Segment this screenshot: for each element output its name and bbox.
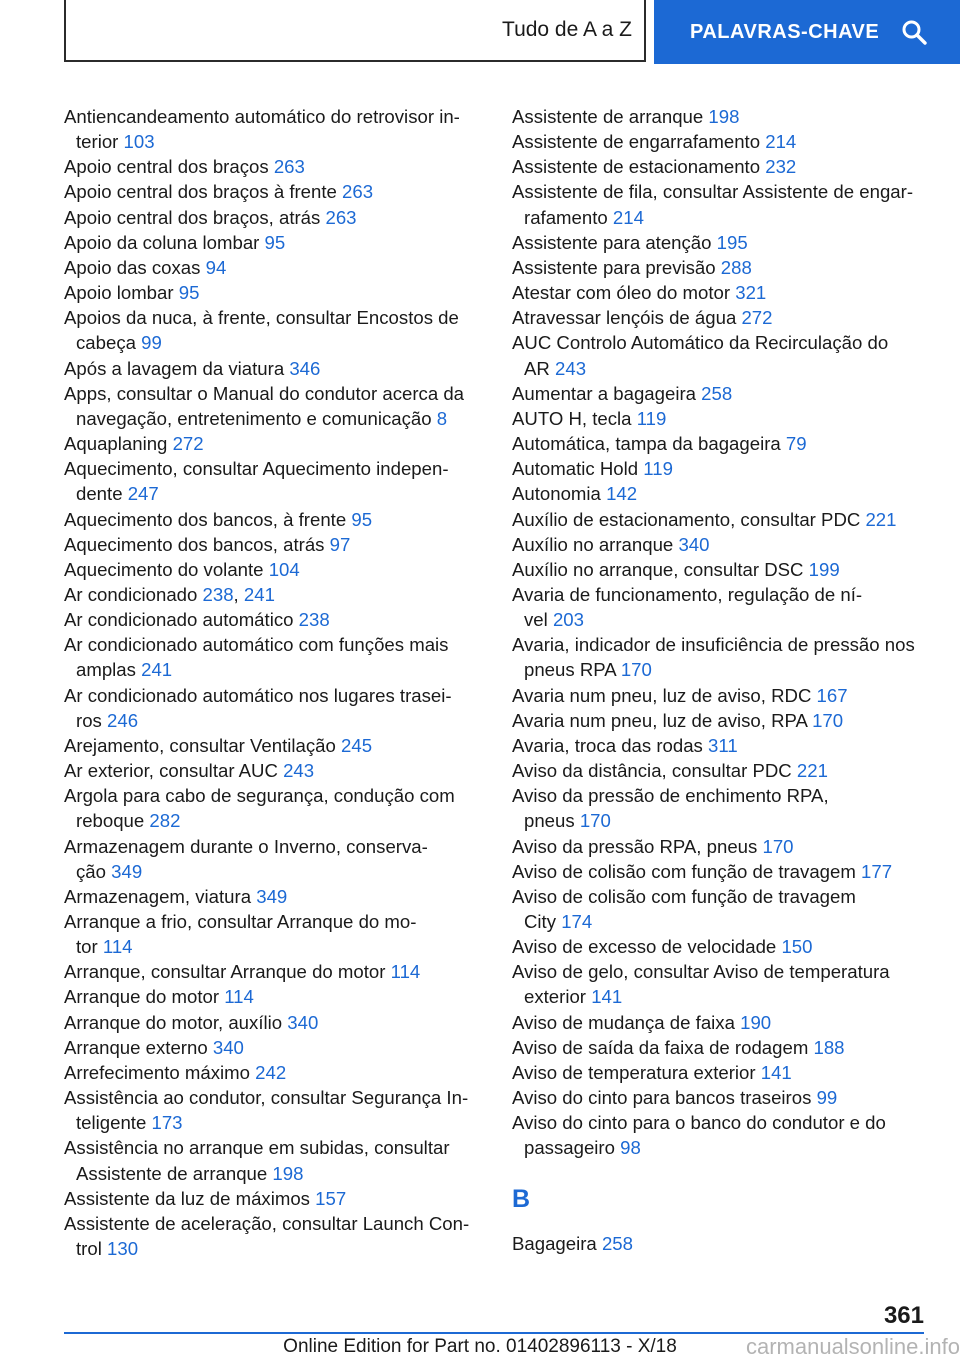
entry-text: Aviso de excesso de velocidade	[512, 936, 777, 958]
entry-text: amplas	[76, 659, 136, 681]
entry-text: reboque	[76, 810, 145, 832]
page-link[interactable]: 119	[636, 407, 667, 429]
page-link[interactable]: 142	[606, 483, 638, 505]
page-link[interactable]: 272	[172, 433, 204, 455]
entry-text: terior	[76, 131, 119, 153]
page-link[interactable]: 130	[107, 1238, 139, 1260]
page-link[interactable]: 214	[765, 131, 797, 153]
page-link[interactable]: 263	[325, 206, 357, 228]
index-entry	[64, 607, 494, 632]
page-link[interactable]: 349	[256, 885, 288, 907]
entry-text: Assistente para previsão	[512, 256, 716, 278]
index-entry	[512, 859, 942, 884]
page-link[interactable]: 346	[289, 357, 321, 379]
entry-text: Armazenagem, viatura	[64, 885, 252, 907]
page-link[interactable]: 288	[720, 256, 752, 278]
page-link[interactable]: 170	[812, 709, 844, 731]
page-link[interactable]: 258	[701, 382, 733, 404]
entry-text: exterior	[524, 986, 587, 1008]
page-link[interactable]: 263	[342, 181, 374, 203]
entry-text: Assistente de estacionamento	[512, 156, 761, 178]
entry-text: Argola para cabo de segurança, condução com	[64, 785, 455, 807]
entry-text: Apoio da coluna lombar	[64, 231, 260, 253]
page-link[interactable]: 99	[141, 332, 162, 354]
entry-text: rafamento	[524, 206, 608, 228]
entry-text: Avaria num pneu, luz de aviso, RPA	[512, 709, 807, 731]
entry-text: Aquecimento, consultar Aquecimento indepen-	[64, 458, 449, 480]
page-link[interactable]: 170	[579, 810, 611, 832]
page-link[interactable]: 8	[436, 407, 448, 429]
index-entry	[512, 104, 942, 129]
index-entry	[512, 481, 942, 506]
entry-text: Avaria, troca das rodas	[512, 734, 703, 756]
index-entry	[512, 1231, 942, 1256]
entry-text: Aviso do cinto para o banco do condutor e do	[512, 1112, 886, 1134]
index-entry	[512, 632, 942, 682]
entry-text: Aquecimento dos bancos, à frente	[64, 508, 347, 530]
index-entry	[64, 507, 494, 532]
index-entry	[512, 783, 942, 833]
entry-text: ros	[76, 709, 102, 731]
index-entry	[512, 683, 942, 708]
index-entry	[512, 456, 942, 481]
index-entry	[512, 758, 942, 783]
entry-text: Aviso de temperatura exterior	[512, 1061, 756, 1083]
page-link[interactable]: 263	[273, 156, 305, 178]
page-link[interactable]: 97	[329, 533, 351, 555]
index-entry	[64, 959, 494, 984]
entry-text: Ar condicionado automático	[64, 609, 294, 631]
index-entry	[64, 356, 494, 381]
entry-text: Aviso de colisão com função de travagem	[512, 860, 856, 882]
entry-text: navegação, entretenimento e comunicação	[76, 407, 432, 429]
tab-keywords-label: PALAVRAS-CHAVE	[690, 20, 880, 43]
entry-text: Ar exterior, consultar AUC	[64, 760, 278, 782]
entry-text: Arejamento, consultar Ventilação	[64, 734, 336, 756]
entry-text: Auxílio no arranque	[512, 533, 674, 555]
index-entry	[512, 507, 942, 532]
page-link[interactable]: 238	[202, 583, 234, 605]
section-letter-b: B	[512, 1184, 531, 1213]
entry-text: Arranque do motor	[64, 986, 220, 1008]
index-column-right	[512, 104, 942, 1256]
entry-text: City	[524, 911, 557, 932]
page-link[interactable]: 98	[620, 1137, 641, 1159]
entry-text: Ar condicionado automático nos lugares trasei-	[64, 684, 452, 706]
index-entry	[64, 456, 494, 506]
page-link[interactable]: 173	[151, 1112, 183, 1134]
index-entry	[512, 884, 942, 934]
index-entry	[64, 154, 494, 179]
tab-a-to-z[interactable]	[64, 0, 646, 62]
index-entries-right	[512, 104, 942, 1161]
index-entry	[512, 129, 942, 154]
page-link[interactable]: 114	[102, 936, 133, 958]
entry-text: Aviso da distância, consultar PDC	[512, 760, 792, 782]
page-link[interactable]: 258	[601, 1232, 633, 1254]
entry-text: cabeça	[76, 332, 136, 354]
index-entry	[512, 431, 942, 456]
index-entry	[512, 305, 942, 330]
page-link[interactable]: 340	[212, 1036, 244, 1058]
page-link[interactable]: 221	[865, 508, 897, 530]
page-link[interactable]: 246	[107, 709, 139, 731]
page-link[interactable]: 141	[591, 986, 623, 1008]
entry-text: Apoio lombar	[64, 282, 174, 304]
index-entry	[64, 1211, 494, 1261]
watermark: carmanualsonline.info	[745, 1334, 960, 1359]
index-entry	[64, 179, 494, 204]
entry-text: AR	[524, 357, 550, 379]
index-entry	[512, 532, 942, 557]
entry-text: Auxílio de estacionamento, consultar PDC	[512, 508, 861, 530]
page-link[interactable]: 241	[141, 659, 173, 681]
index-entry	[512, 834, 942, 859]
entry-text: Aviso de mudança de faixa	[512, 1011, 735, 1033]
index-entry	[64, 104, 494, 154]
entry-text: trol	[76, 1238, 102, 1260]
entry-text: Assistência ao condutor, consultar Segurança In-	[64, 1087, 469, 1109]
entry-text: dente	[76, 483, 123, 505]
entry-text: tor	[76, 936, 98, 958]
entry-text: Aviso da pressão RPA, pneus	[512, 835, 758, 857]
index-entry	[512, 557, 942, 582]
index-entries-b	[512, 1231, 942, 1256]
tab-keywords[interactable]	[654, 0, 960, 64]
entry-text: Aviso de gelo, consultar Aviso de temperatura	[512, 961, 890, 983]
search-icon	[901, 19, 927, 45]
index-entry	[64, 557, 494, 582]
page-link[interactable]: 188	[813, 1036, 845, 1058]
page-link[interactable]: 199	[808, 558, 840, 580]
index-entry	[64, 758, 494, 783]
entry-text: AUTO H, tecla	[512, 407, 632, 429]
index-entry	[64, 230, 494, 255]
page-link[interactable]: 95	[178, 282, 200, 304]
page-link[interactable]: 203	[552, 609, 584, 631]
index-entry	[512, 179, 942, 229]
page-link[interactable]: 170	[762, 835, 794, 857]
index-entry	[512, 381, 942, 406]
entry-text: Aviso de saída da faixa de rodagem	[512, 1036, 809, 1058]
index-entry	[64, 532, 494, 557]
entry-text: Assistente de arranque	[512, 106, 704, 127]
entry-text: Assistência no arranque em subidas, consultar	[64, 1137, 450, 1159]
page-link[interactable]: 195	[716, 231, 748, 253]
entry-text: teligente	[76, 1112, 147, 1134]
page-link[interactable]: 119	[643, 458, 673, 480]
page-link[interactable]: 242	[255, 1061, 287, 1083]
entry-text: Arranque a frio, consultar Arranque do mo-	[64, 911, 417, 932]
index-entry	[512, 1060, 942, 1085]
entry-text: Ar condicionado automático com funções mais	[64, 634, 449, 656]
page-link[interactable]: 79	[785, 433, 807, 455]
index-entry	[64, 305, 494, 355]
entry-text: Apoios da nuca, à frente, consultar Encostos de	[64, 307, 459, 329]
entry-text: Antiencandeamento automático do retrovisor in-	[64, 106, 460, 127]
page-link[interactable]: 198	[708, 106, 740, 127]
index-entry	[64, 431, 494, 456]
index-entry	[64, 984, 494, 1009]
index-column-left	[64, 104, 494, 1261]
entry-text: ção	[76, 860, 106, 882]
page-link[interactable]: 114	[390, 961, 421, 983]
entry-text: passageiro	[524, 1137, 615, 1159]
entry-text: Automatic Hold	[512, 458, 639, 480]
entry-text: Armazenagem durante o Inverno, conserva-	[64, 835, 428, 857]
page-link[interactable]: 177	[861, 860, 893, 882]
index-entry	[512, 154, 942, 179]
page-link[interactable]: 167	[816, 684, 848, 706]
entry-text: pneus RPA	[524, 659, 616, 681]
entry-text: Arranque do motor, auxílio	[64, 1011, 283, 1033]
page-link[interactable]: 340	[287, 1011, 319, 1033]
page-link[interactable]: 170	[620, 659, 652, 681]
index-entry	[64, 280, 494, 305]
entry-text: Arrefecimento máximo	[64, 1061, 250, 1083]
page-link[interactable]: 221	[796, 760, 828, 782]
page-link[interactable]: 282	[149, 810, 181, 832]
entry-text: Aviso de colisão com função de travagem	[512, 885, 856, 907]
page-link[interactable]: 272	[741, 307, 773, 329]
entry-text: Aviso do cinto para bancos traseiros	[512, 1087, 812, 1109]
index-entry	[64, 205, 494, 230]
index-entry	[512, 330, 942, 380]
page-link[interactable]: 103	[123, 131, 155, 153]
entry-text: Automática, tampa da bagageira	[512, 433, 781, 455]
index-entry	[512, 934, 942, 959]
entry-text: Assistente de fila, consultar Assistente de engar-	[512, 181, 914, 203]
index-entry	[512, 1085, 942, 1110]
entry-text: Assistente para atenção	[512, 231, 712, 253]
page-link[interactable]: 214	[612, 206, 644, 228]
page-link[interactable]: 95	[264, 231, 286, 253]
entry-text: AUC Controlo Automático da Recirculação do	[512, 332, 889, 354]
tab-a-to-z-label: Tudo de A a Z	[502, 18, 632, 41]
page-link[interactable]: 99	[816, 1087, 838, 1109]
index-entry	[64, 632, 494, 682]
index-entry	[64, 1060, 494, 1085]
page-link[interactable]: 349	[111, 860, 143, 882]
entry-text: Aumentar a bagageira	[512, 382, 696, 404]
entry-text: Avaria, indicador de insuficiência de pressão nos	[512, 634, 915, 656]
index-entry	[512, 733, 942, 758]
page-link[interactable]: 95	[351, 508, 373, 530]
page-link[interactable]: 243	[555, 357, 587, 379]
index-entry	[64, 1135, 494, 1185]
page-link[interactable]: 150	[781, 936, 813, 958]
entry-text: Assistente de aceleração, consultar Launch Con-	[64, 1212, 470, 1234]
index-entry	[64, 834, 494, 884]
index-entry	[64, 733, 494, 758]
index-entry	[64, 255, 494, 280]
index-entry	[512, 582, 942, 632]
index-entry	[512, 255, 942, 280]
page-link[interactable]: 247	[127, 483, 159, 505]
entry-text: Assistente de arranque	[76, 1162, 268, 1184]
entry-text: Apoio central dos braços	[64, 156, 269, 178]
entry-text: Aviso da pressão de enchimento RPA,	[512, 785, 829, 807]
index-entry	[512, 1110, 942, 1160]
page-link[interactable]: 238	[298, 609, 330, 631]
entry-text: Autonomia	[512, 483, 601, 505]
page-link[interactable]: 311	[708, 734, 738, 756]
entry-text: Bagageira	[512, 1232, 597, 1254]
page-link[interactable]: 104	[268, 558, 300, 580]
entry-text: Avaria de funcionamento, regulação de ní-	[512, 583, 863, 605]
index-entry: Ar condicionado 238, 241	[64, 583, 275, 605]
page-link[interactable]: 141	[760, 1061, 792, 1083]
page-link[interactable]: 157	[315, 1187, 347, 1209]
index-entry	[512, 959, 942, 1009]
page-link[interactable]: 340	[678, 533, 710, 555]
index-entry	[64, 909, 494, 959]
entry-text: Aquaplaning	[64, 433, 168, 455]
entry-text: Arranque, consultar Arranque do motor	[64, 961, 386, 983]
index-entry	[512, 1010, 942, 1035]
edition-text: Online Edition for Part no. 01402896113 - X/18	[283, 1336, 677, 1357]
page-link[interactable]: 232	[765, 156, 797, 178]
index-entry	[64, 1186, 494, 1211]
entry-text: Atravessar lençóis de água	[512, 307, 737, 329]
entry-text: Após a lavagem da viatura	[64, 357, 285, 379]
header-tabs	[64, 0, 960, 64]
page-link[interactable]: 198	[272, 1162, 304, 1184]
entry-text: Ar condicionado	[64, 583, 198, 605]
index-entry	[512, 708, 942, 733]
entry-text: Arranque externo	[64, 1036, 208, 1058]
index-entry	[64, 1085, 494, 1135]
index-entry	[512, 230, 942, 255]
entry-text: pneus	[524, 810, 575, 832]
index-entry	[64, 1035, 494, 1060]
entry-text: Apoio central dos braços, atrás	[64, 206, 321, 228]
index-entry	[64, 1010, 494, 1035]
page-link[interactable]: 245	[341, 734, 373, 756]
entry-text: Aquecimento do volante	[64, 558, 264, 580]
entry-text: Apps, consultar o Manual do condutor acerca da	[64, 382, 465, 404]
page-link[interactable]: 114	[224, 986, 254, 1008]
entry-text: vel	[524, 609, 548, 631]
entry-text: Atestar com óleo do motor	[512, 282, 731, 304]
page-number: 361	[883, 1302, 924, 1329]
page-link[interactable]: 94	[205, 256, 227, 278]
entry-text: Assistente da luz de máximos	[64, 1187, 310, 1209]
page-link[interactable]: 243	[283, 760, 315, 782]
page-link[interactable]: 190	[740, 1011, 772, 1033]
entry-text: Apoio central dos braços à frente	[64, 181, 337, 203]
page-link[interactable]: 174	[561, 911, 593, 932]
page-link[interactable]: 321	[735, 282, 767, 304]
entry-text: Avaria num pneu, luz de aviso, RDC	[512, 684, 812, 706]
index-entry	[512, 1035, 942, 1060]
entry-text: Aquecimento dos bancos, atrás	[64, 533, 325, 555]
entry-text: Apoio das coxas	[64, 256, 201, 278]
index-entry	[64, 381, 494, 431]
index-entry	[64, 783, 494, 833]
index-entry	[512, 280, 942, 305]
index-entry	[64, 884, 494, 909]
entry-text: Assistente de engarrafamento	[512, 131, 761, 153]
index-entry	[512, 406, 942, 431]
page-link[interactable]: 241	[243, 583, 275, 605]
entry-text: Auxílio no arranque, consultar DSC	[512, 558, 804, 580]
index-entry	[64, 683, 494, 733]
